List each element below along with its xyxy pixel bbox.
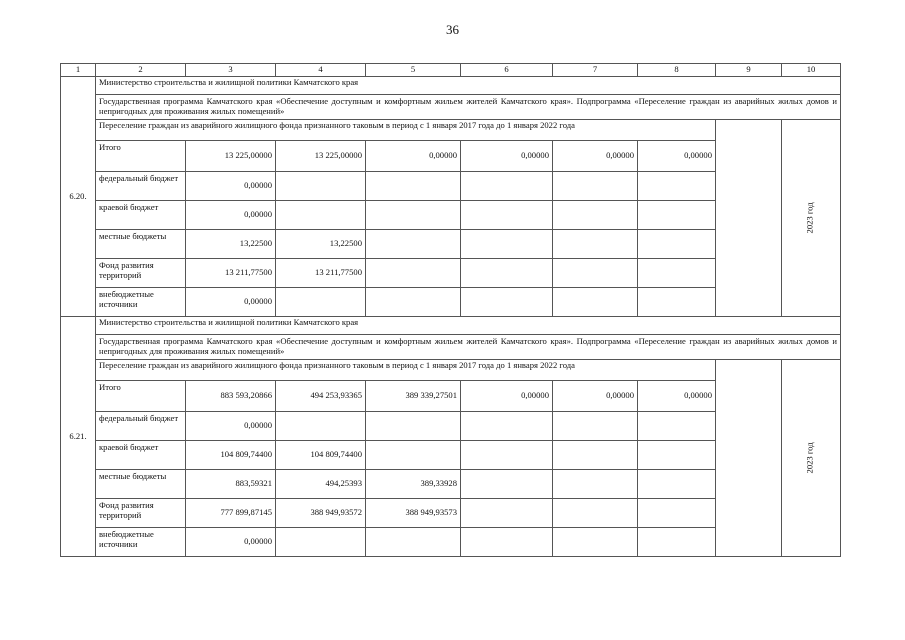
amount-cell: 0,00000 [186, 201, 276, 230]
budget-table [60, 63, 841, 557]
funding-source-label: местные бюджеты [96, 470, 186, 499]
funding-source-label: краевой бюджет [96, 441, 186, 470]
funding-source-label: краевой бюджет [96, 201, 186, 230]
program-title: Государственная программа Камчатского края «Обеспечение доступным и комфортным жильем жителей Камчатского края». Подпрограмма «Переселение граждан из аварийных жилых домов и непригодных для проживания жилых помещений» [96, 335, 841, 360]
amount-cell: 0,00000 [553, 381, 638, 412]
column-header: 5 [366, 64, 461, 77]
amount-cell: 13 225,00000 [276, 141, 366, 172]
row-index: 6.20. [61, 77, 96, 317]
amount-cell: 0,00000 [186, 172, 276, 201]
amount-cell: 388 949,93572 [276, 499, 366, 528]
amount-cell: 13,22500 [186, 230, 276, 259]
amount-cell: 13,22500 [276, 230, 366, 259]
amount-cell [638, 172, 716, 201]
amount-cell: 0,00000 [461, 141, 553, 172]
year-label: 2023 год [805, 202, 816, 234]
amount-cell: 777 899,87145 [186, 499, 276, 528]
amount-cell: 0,00000 [461, 381, 553, 412]
year-label: 2023 год [805, 442, 816, 474]
column-header: 9 [716, 64, 782, 77]
amount-cell [461, 259, 553, 288]
amount-cell: 0,00000 [366, 141, 461, 172]
amount-cell: 0,00000 [186, 288, 276, 317]
amount-cell: 0,00000 [186, 412, 276, 441]
amount-cell [553, 470, 638, 499]
funding-source-label: внебюджетные источники [96, 528, 186, 557]
amount-cell [553, 172, 638, 201]
funding-source-label: Фонд развития территорий [96, 259, 186, 288]
year-cell [782, 120, 841, 317]
column-header: 10 [782, 64, 841, 77]
organization-name: Министерство строительства и жилищной политики Камчатского края [96, 77, 841, 95]
row-index: 6.21. [61, 317, 96, 557]
amount-cell [553, 230, 638, 259]
funding-source-label: федеральный бюджет [96, 412, 186, 441]
column-header-row [61, 64, 841, 77]
empty-cell [716, 120, 782, 317]
org-row [61, 317, 841, 335]
amount-cell [638, 499, 716, 528]
column-header: 1 [61, 64, 96, 77]
program-title: Государственная программа Камчатского края «Обеспечение доступным и комфортным жильем жителей Камчатского края». Подпрограмма «Переселение граждан из аварийных жилых домов и непригодных для проживания жилых помещений» [96, 95, 841, 120]
funding-source-label: внебюджетные источники [96, 288, 186, 317]
subprogram-title: Переселение граждан из аварийного жилищного фонда признанного таковым в период с 1 января 2017 года до 1 января 2022 года [96, 360, 716, 381]
amount-cell: 0,00000 [638, 381, 716, 412]
amount-cell: 13 225,00000 [186, 141, 276, 172]
column-header: 3 [186, 64, 276, 77]
amount-cell [366, 201, 461, 230]
amount-cell [638, 230, 716, 259]
amount-cell: 388 949,93573 [366, 499, 461, 528]
funding-source-label: Фонд развития территорий [96, 499, 186, 528]
subprogram-row [61, 360, 841, 381]
amount-cell [553, 201, 638, 230]
amount-cell [276, 172, 366, 201]
column-header: 2 [96, 64, 186, 77]
amount-cell [638, 528, 716, 557]
amount-cell: 883 593,20866 [186, 381, 276, 412]
amount-cell [638, 470, 716, 499]
amount-cell: 0,00000 [553, 141, 638, 172]
amount-cell [276, 201, 366, 230]
amount-cell [366, 412, 461, 441]
amount-cell [461, 470, 553, 499]
amount-cell [366, 288, 461, 317]
organization-name: Министерство строительства и жилищной политики Камчатского края [96, 317, 841, 335]
program-row [61, 335, 841, 360]
amount-cell: 494 253,93365 [276, 381, 366, 412]
amount-cell [366, 259, 461, 288]
amount-cell [638, 288, 716, 317]
amount-cell: 13 211,77500 [186, 259, 276, 288]
column-header: 7 [553, 64, 638, 77]
amount-cell [366, 441, 461, 470]
amount-cell [553, 441, 638, 470]
amount-cell [461, 230, 553, 259]
funding-source-label: федеральный бюджет [96, 172, 186, 201]
amount-cell: 389,33928 [366, 470, 461, 499]
org-row [61, 77, 841, 95]
amount-cell [553, 499, 638, 528]
program-row [61, 95, 841, 120]
amount-cell [461, 412, 553, 441]
amount-cell: 389 339,27501 [366, 381, 461, 412]
amount-cell [553, 528, 638, 557]
amount-cell: 494,25393 [276, 470, 366, 499]
amount-cell: 104 809,74400 [186, 441, 276, 470]
amount-cell: 13 211,77500 [276, 259, 366, 288]
column-header: 8 [638, 64, 716, 77]
amount-cell [366, 528, 461, 557]
funding-source-label: Итого [96, 141, 186, 172]
amount-cell [276, 288, 366, 317]
amount-cell [638, 201, 716, 230]
amount-cell [638, 412, 716, 441]
amount-cell [461, 499, 553, 528]
amount-cell [638, 259, 716, 288]
empty-cell [716, 360, 782, 557]
funding-source-label: местные бюджеты [96, 230, 186, 259]
page-number: 36 [446, 22, 459, 37]
amount-cell [461, 172, 553, 201]
amount-cell [276, 528, 366, 557]
year-cell [782, 360, 841, 557]
amount-cell [553, 259, 638, 288]
amount-cell [638, 441, 716, 470]
amount-cell [461, 288, 553, 317]
amount-cell [461, 441, 553, 470]
amount-cell [461, 528, 553, 557]
amount-cell [366, 172, 461, 201]
amount-cell: 0,00000 [186, 528, 276, 557]
funding-source-label: Итого [96, 381, 186, 412]
amount-cell: 883,59321 [186, 470, 276, 499]
amount-cell [553, 412, 638, 441]
amount-cell: 104 809,74400 [276, 441, 366, 470]
subprogram-row [61, 120, 841, 141]
column-header: 4 [276, 64, 366, 77]
column-header: 6 [461, 64, 553, 77]
amount-cell [461, 201, 553, 230]
amount-cell [366, 230, 461, 259]
subprogram-title: Переселение граждан из аварийного жилищного фонда признанного таковым в период с 1 января 2017 года до 1 января 2022 года [96, 120, 716, 141]
amount-cell [276, 412, 366, 441]
amount-cell [553, 288, 638, 317]
amount-cell: 0,00000 [638, 141, 716, 172]
